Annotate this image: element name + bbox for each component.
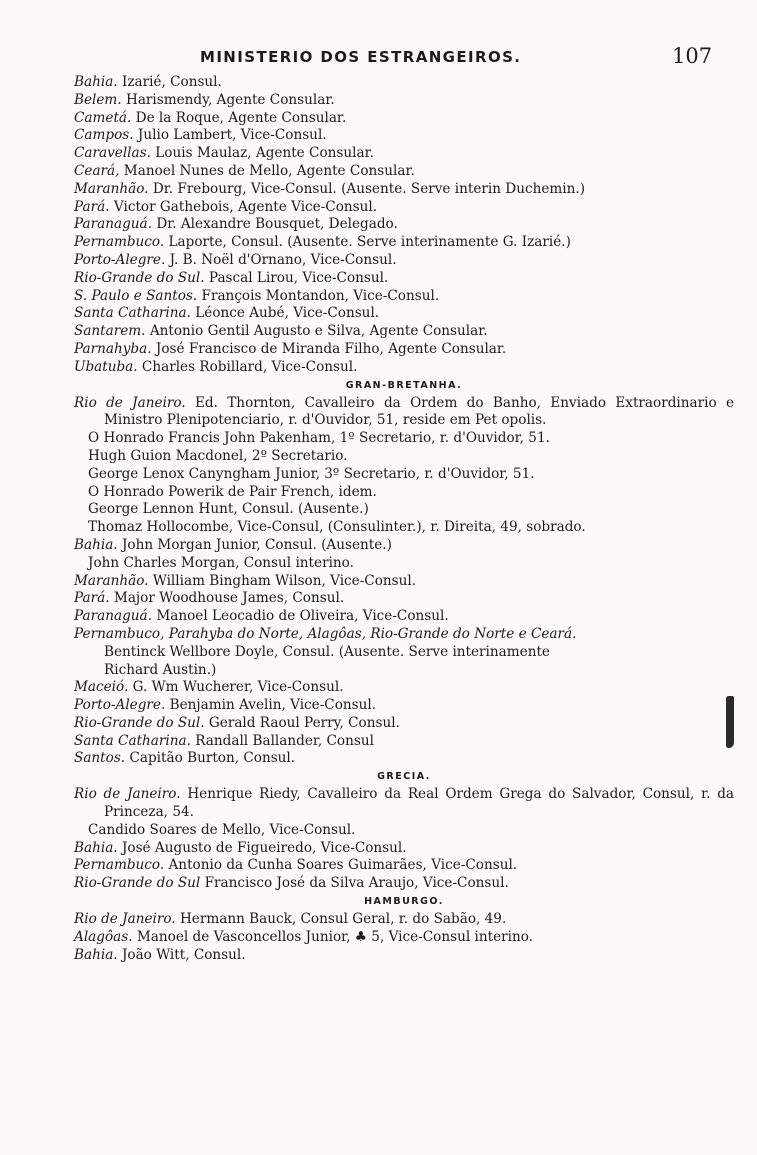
list-item [74, 911, 734, 929]
place-name: Bahia. [74, 946, 118, 963]
entry-text: Dr. Frebourg, Vice-Consul. (Ausente. Serve interin Duchemin.) [148, 180, 585, 197]
place-name: Santos. [74, 750, 126, 767]
page-header [0, 44, 757, 74]
place-name: Caravellas. [74, 145, 151, 162]
list-item [74, 537, 734, 555]
entry-text: Major Woodhouse James, Consul. [109, 590, 345, 607]
list-item [74, 145, 734, 163]
entry-text: William Bingham Wilson, Vice-Consul. [148, 572, 417, 589]
place-name: Pernambuco, Parahyba do Norte, Alagôas, Rio-Grande do Norte e Ceará. [74, 625, 577, 642]
list-item: O Honrado Francis John Pakenham, 1º Secretario, r. d'Ouvidor, 51. [88, 430, 550, 447]
entry-text: G. Wm Wucherer, Vice-Consul. [128, 679, 344, 696]
page-number: 107 [672, 44, 713, 68]
list-item [74, 608, 734, 626]
list-item [74, 163, 734, 181]
margin-ink-mark [726, 696, 734, 748]
list-item [74, 786, 734, 822]
place-name: Maranhão. [74, 180, 149, 197]
place-name: Santa Catharina. [74, 305, 191, 322]
entry-text: Francisco José da Silva Araujo, Vice-Consul. [200, 875, 509, 892]
list-item [74, 840, 734, 858]
entry-text: Julio Lambert, Vice-Consul. [133, 127, 327, 144]
list-item: O Honrado Powerik de Pair French, idem. [88, 483, 377, 500]
list-item [74, 733, 734, 751]
list-item [74, 323, 734, 341]
list-item: George Lenox Canyngham Junior, 3º Secretario, r. d'Ouvidor, 51. [88, 465, 535, 482]
place-name: Campos. [74, 127, 134, 144]
place-name: Rio-Grande do Sul [74, 875, 201, 892]
place-name: Pará. [74, 198, 110, 215]
list-item [74, 270, 734, 288]
entry-text: Antonio da Cunha Soares Guimarães, Vice-Consul. [164, 857, 518, 874]
place-name: Bahia. [74, 74, 118, 90]
list-item [74, 573, 734, 591]
place-name: Porto-Alegre. [74, 251, 166, 268]
place-name: Ubatuba. [74, 358, 138, 375]
list-item: Hugh Guion Macdonel, 2º Secretario. [88, 447, 348, 464]
list-item [74, 715, 734, 733]
list-item [74, 590, 734, 608]
entry-text: Antonio Gentil Augusto e Silva, Agente Consular. [145, 323, 488, 340]
place-name: Rio de Janeiro. [74, 786, 181, 803]
entry-text: Izarié, Consul. [117, 74, 222, 90]
list-item [74, 92, 734, 110]
place-name: Parnahyba. [74, 340, 152, 357]
place-name: Rio-Grande do Sul. [74, 714, 205, 731]
list-item [74, 181, 734, 199]
section-heading-gran-bretanha: GRAN-BRETANHA. [345, 379, 463, 391]
list-item: Richard Austin.) [104, 661, 217, 678]
list-item [74, 199, 734, 217]
entry-text: Harismendy, Agente Consular. [121, 91, 335, 108]
entry-text: Gerald Raoul Perry, Consul. [204, 714, 400, 731]
entry-text: François Montandon, Vice-Consul. [197, 287, 440, 304]
entry-text: Manoel Nunes de Mello, Agente Consular. [119, 162, 415, 179]
entry-text: Ed. Thornton, Cavalleiro da Ordem do Banho, Enviado Extraordinario e Ministro Plenipotenciario, r. d'Ouvidor, 51, reside em Pet opolis. [104, 394, 735, 429]
place-name: Rio de Janeiro. [74, 911, 176, 928]
list-item: Thomaz Hollocombe, Vice-Consul, (Consulinter.), r. Direita, 49, sobrado. [88, 519, 586, 536]
entry-text: Manoel de Vasconcellos Junior, ♣ 5, Vice-Consul interino. [132, 928, 533, 945]
entry-text: Manoel Leocadio de Oliveira, Vice-Consul. [152, 608, 449, 625]
entry-text: Dr. Alexandre Bousquet, Delegado. [152, 216, 398, 233]
section-heading-hamburgo: HAMBURGO. [364, 896, 444, 908]
entry-text: Charles Robillard, Vice-Consul. [137, 358, 358, 375]
place-name: Bahia. [74, 839, 118, 856]
entry-text: Victor Gathebois, Agente Vice-Consul. [109, 198, 378, 215]
entry-text: Pascal Lirou, Vice-Consul. [204, 269, 389, 286]
list-item: George Lennon Hunt, Consul. (Ausente.) [88, 501, 369, 518]
place-name: Rio-Grande do Sul. [74, 269, 205, 286]
entry-text: Hermann Bauck, Consul Geral, r. do Sabão, 49. [175, 911, 507, 928]
list-item [74, 929, 734, 947]
entry-text: Henrique Riedy, Cavalleiro da Real Ordem Grega do Salvador, Consul, r. da Princeza, 54. [104, 786, 735, 821]
place-name: Cametá. [74, 109, 132, 126]
list-item [74, 875, 734, 893]
place-name: Paranaguá. [74, 608, 152, 625]
page-title: MINISTERIO DOS ESTRANGEIROS. [200, 48, 522, 66]
entry-text: João Witt, Consul. [117, 946, 246, 963]
place-name: Alagôas. [74, 928, 133, 945]
entry-text: De la Roque, Agente Consular. [131, 109, 347, 126]
place-name: Ceará, [74, 162, 120, 179]
list-item: Bentinck Wellbore Doyle, Consul. (Ausente. Serve interinamente [104, 643, 550, 660]
place-name: Bahia. [74, 536, 118, 553]
place-name: Santa Catharina. [74, 732, 191, 749]
place-name: Pernambuco. [74, 857, 165, 874]
list-item: John Charles Morgan, Consul interino. [88, 554, 354, 571]
list-item [74, 252, 734, 270]
entry-text: Benjamin Avelin, Vice-Consul. [165, 697, 377, 714]
list-item [74, 359, 734, 377]
list-item [74, 305, 734, 323]
list-item [74, 74, 734, 92]
list-item [74, 234, 734, 252]
entry-text: José Francisco de Miranda Filho, Agente Consular. [151, 340, 507, 357]
entry-text: Randall Ballander, Consul [190, 732, 374, 749]
place-name: S. Paulo e Santos. [74, 287, 198, 304]
entry-text: John Morgan Junior, Consul. (Ausente.) [117, 536, 392, 553]
list-item [74, 750, 734, 768]
place-name: Pará. [74, 590, 110, 607]
list-item [74, 216, 734, 234]
place-name: Paranaguá. [74, 216, 152, 233]
place-name: Rio de Janeiro. [74, 394, 186, 411]
list-item [74, 857, 734, 875]
section-heading-grecia: GRECIA. [377, 771, 431, 783]
list-item [74, 947, 734, 965]
place-name: Pernambuco. [74, 234, 165, 251]
place-name: Porto-Alegre. [74, 697, 166, 714]
list-item [74, 697, 734, 715]
list-item [74, 341, 734, 359]
list-item [74, 127, 734, 145]
place-name: Maceió. [74, 679, 129, 696]
list-item [74, 288, 734, 306]
entry-text: Léonce Aubé, Vice-Consul. [190, 305, 380, 322]
entry-text: Louis Maulaz, Agente Consular. [150, 145, 374, 162]
entry-text: J. B. Noël d'Ornano, Vice-Consul. [165, 251, 397, 268]
place-name: Belem. [74, 91, 122, 108]
place-name: Maranhão. [74, 572, 149, 589]
list-item [74, 679, 734, 697]
list-item [74, 395, 734, 431]
list-item [74, 626, 734, 644]
place-name: Santarem. [74, 323, 146, 340]
consul-list [74, 74, 734, 964]
entry-text: Laporte, Consul. (Ausente. Serve interinamente G. Izarié.) [164, 234, 571, 251]
entry-text: Capitão Burton, Consul. [125, 750, 296, 767]
entry-text: José Augusto de Figueiredo, Vice-Consul. [117, 839, 407, 856]
list-item [74, 110, 734, 128]
list-item: Candido Soares de Mello, Vice-Consul. [88, 821, 356, 838]
